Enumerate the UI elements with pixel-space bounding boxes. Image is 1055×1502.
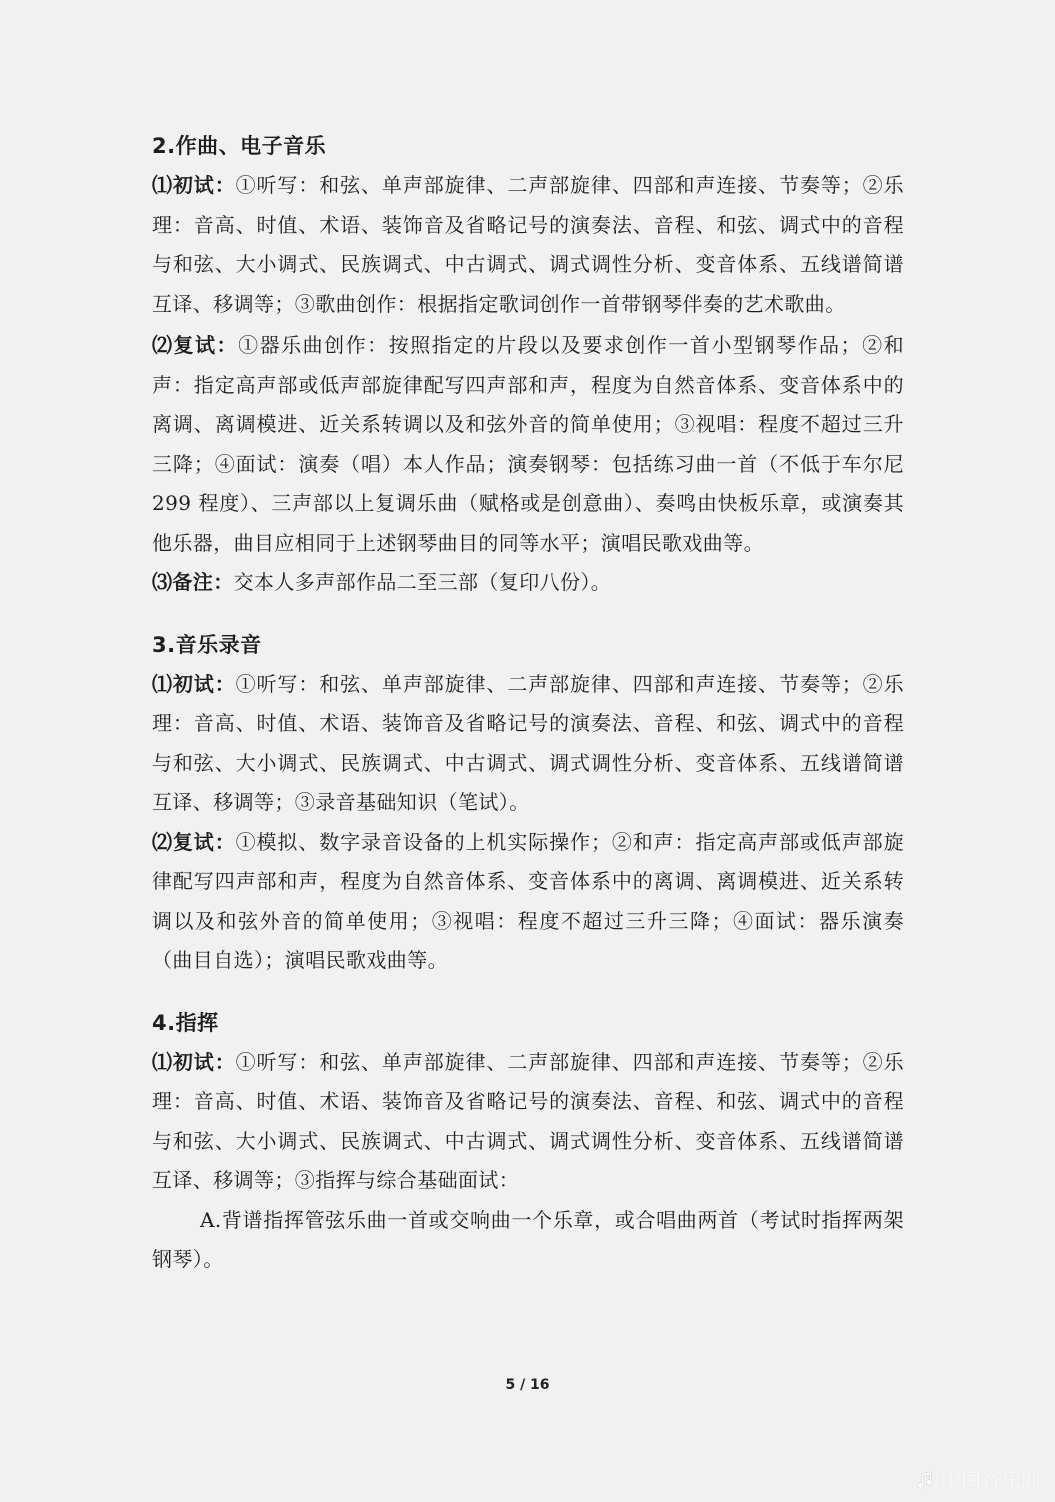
- paragraph-label: ⑶备注：: [152, 570, 234, 594]
- music-note-icon: [915, 1469, 937, 1491]
- paragraph: [152, 823, 904, 981]
- paragraph-label: ⑵复试：: [152, 333, 239, 357]
- paragraph: [152, 326, 904, 563]
- paragraph-label: ⑴初试：: [152, 671, 236, 696]
- section-title-recording: 3.音乐录音: [152, 632, 262, 657]
- paragraph-text: ①听写：和弦、单声部旋律、二声部旋律、四部和声连接、节奏等；②乐理：音高、时值、术语、装饰音及省略记号的演奏法、音程、和弦、调式中的音程与和弦、大小调式、民族调式、中古调式、调式调性分析、变音体系、五线谱简谱互译、移调等；③歌曲创作：根据指定歌词创作一首带钢琴伴奏的艺术歌曲。: [152, 173, 904, 316]
- paragraph: [152, 665, 904, 823]
- paragraph-text: ①听写：和弦、单声部旋律、二声部旋律、四部和声连接、节奏等；②乐理：音高、时值、术语、装饰音及省略记号的演奏法、音程、和弦、调式中的音程与和弦、大小调式、民族调式、中古调式、调式调性分析、变音体系、五线谱简谱互译、移调等；③录音基础知识（笔试）。: [152, 671, 904, 814]
- paragraph: [152, 166, 904, 324]
- paragraph-label: ⑴初试：: [152, 1049, 236, 1074]
- section-title-conducting: 4.指挥: [152, 1010, 219, 1035]
- section-title-composition: 2.作曲、电子音乐: [152, 134, 327, 158]
- page-number: 5 / 16: [505, 1377, 550, 1393]
- paragraph-text: 交本人多声部作品二至三部（复印八份）。: [233, 570, 612, 594]
- paragraph-label: ⑵复试：: [152, 829, 236, 854]
- paragraph-text: ①器乐曲创作：按照指定的片段以及要求创作一首小型钢琴作品；②和声：指定高声部或低声部旋律配写四声部和声，程度为自然音体系、变音体系中的离调、离调模进、近关系转调以及和弦外音的简单使用；③视唱：程度不超过三升三降；④面试：演奏（唱）本人作品；演奏钢琴：包括练习曲一首（不低于车尔尼299 程度）、三声部以上复调乐曲（赋格或是创意曲）、奏鸣由快板乐章，或演奏其他乐器，曲目应相同于上述钢琴曲目的同等水平；演唱民歌戏曲等。: [152, 333, 904, 555]
- paragraph-text: ①模拟、数字录音设备的上机实际操作；②和声：指定高声部或低声部旋律配写四声部和声，程度为自然音体系、变音体系中的离调、离调模进、近关系转调以及和弦外音的简单使用；③视唱：程度不超过三升三降；④面试：器乐演奏（曲目自选）；演唱民歌戏曲等。: [152, 829, 904, 972]
- watermark-text: 中国音乐网: [941, 1469, 1041, 1493]
- paragraph-text: ①听写：和弦、单声部旋律、二声部旋律、四部和声连接、节奏等；②乐理：音高、时值、术语、装饰音及省略记号的演奏法、音程、和弦、调式中的音程与和弦、大小调式、民族调式、中古调式、调式调性分析、变音体系、五线谱简谱互译、移调等；③指挥与综合基础面试：: [152, 1049, 904, 1192]
- paragraph: [152, 563, 904, 603]
- watermark: [915, 1465, 1041, 1494]
- paragraph-label: ⑴初试：: [152, 173, 236, 197]
- paragraph: [152, 1043, 904, 1201]
- document-content: [152, 128, 904, 1280]
- paragraph-subitem: A.背谱指挥管弦乐曲一首或交响曲一个乐章，或合唱曲两首（考试时指挥两架钢琴）。: [152, 1207, 904, 1271]
